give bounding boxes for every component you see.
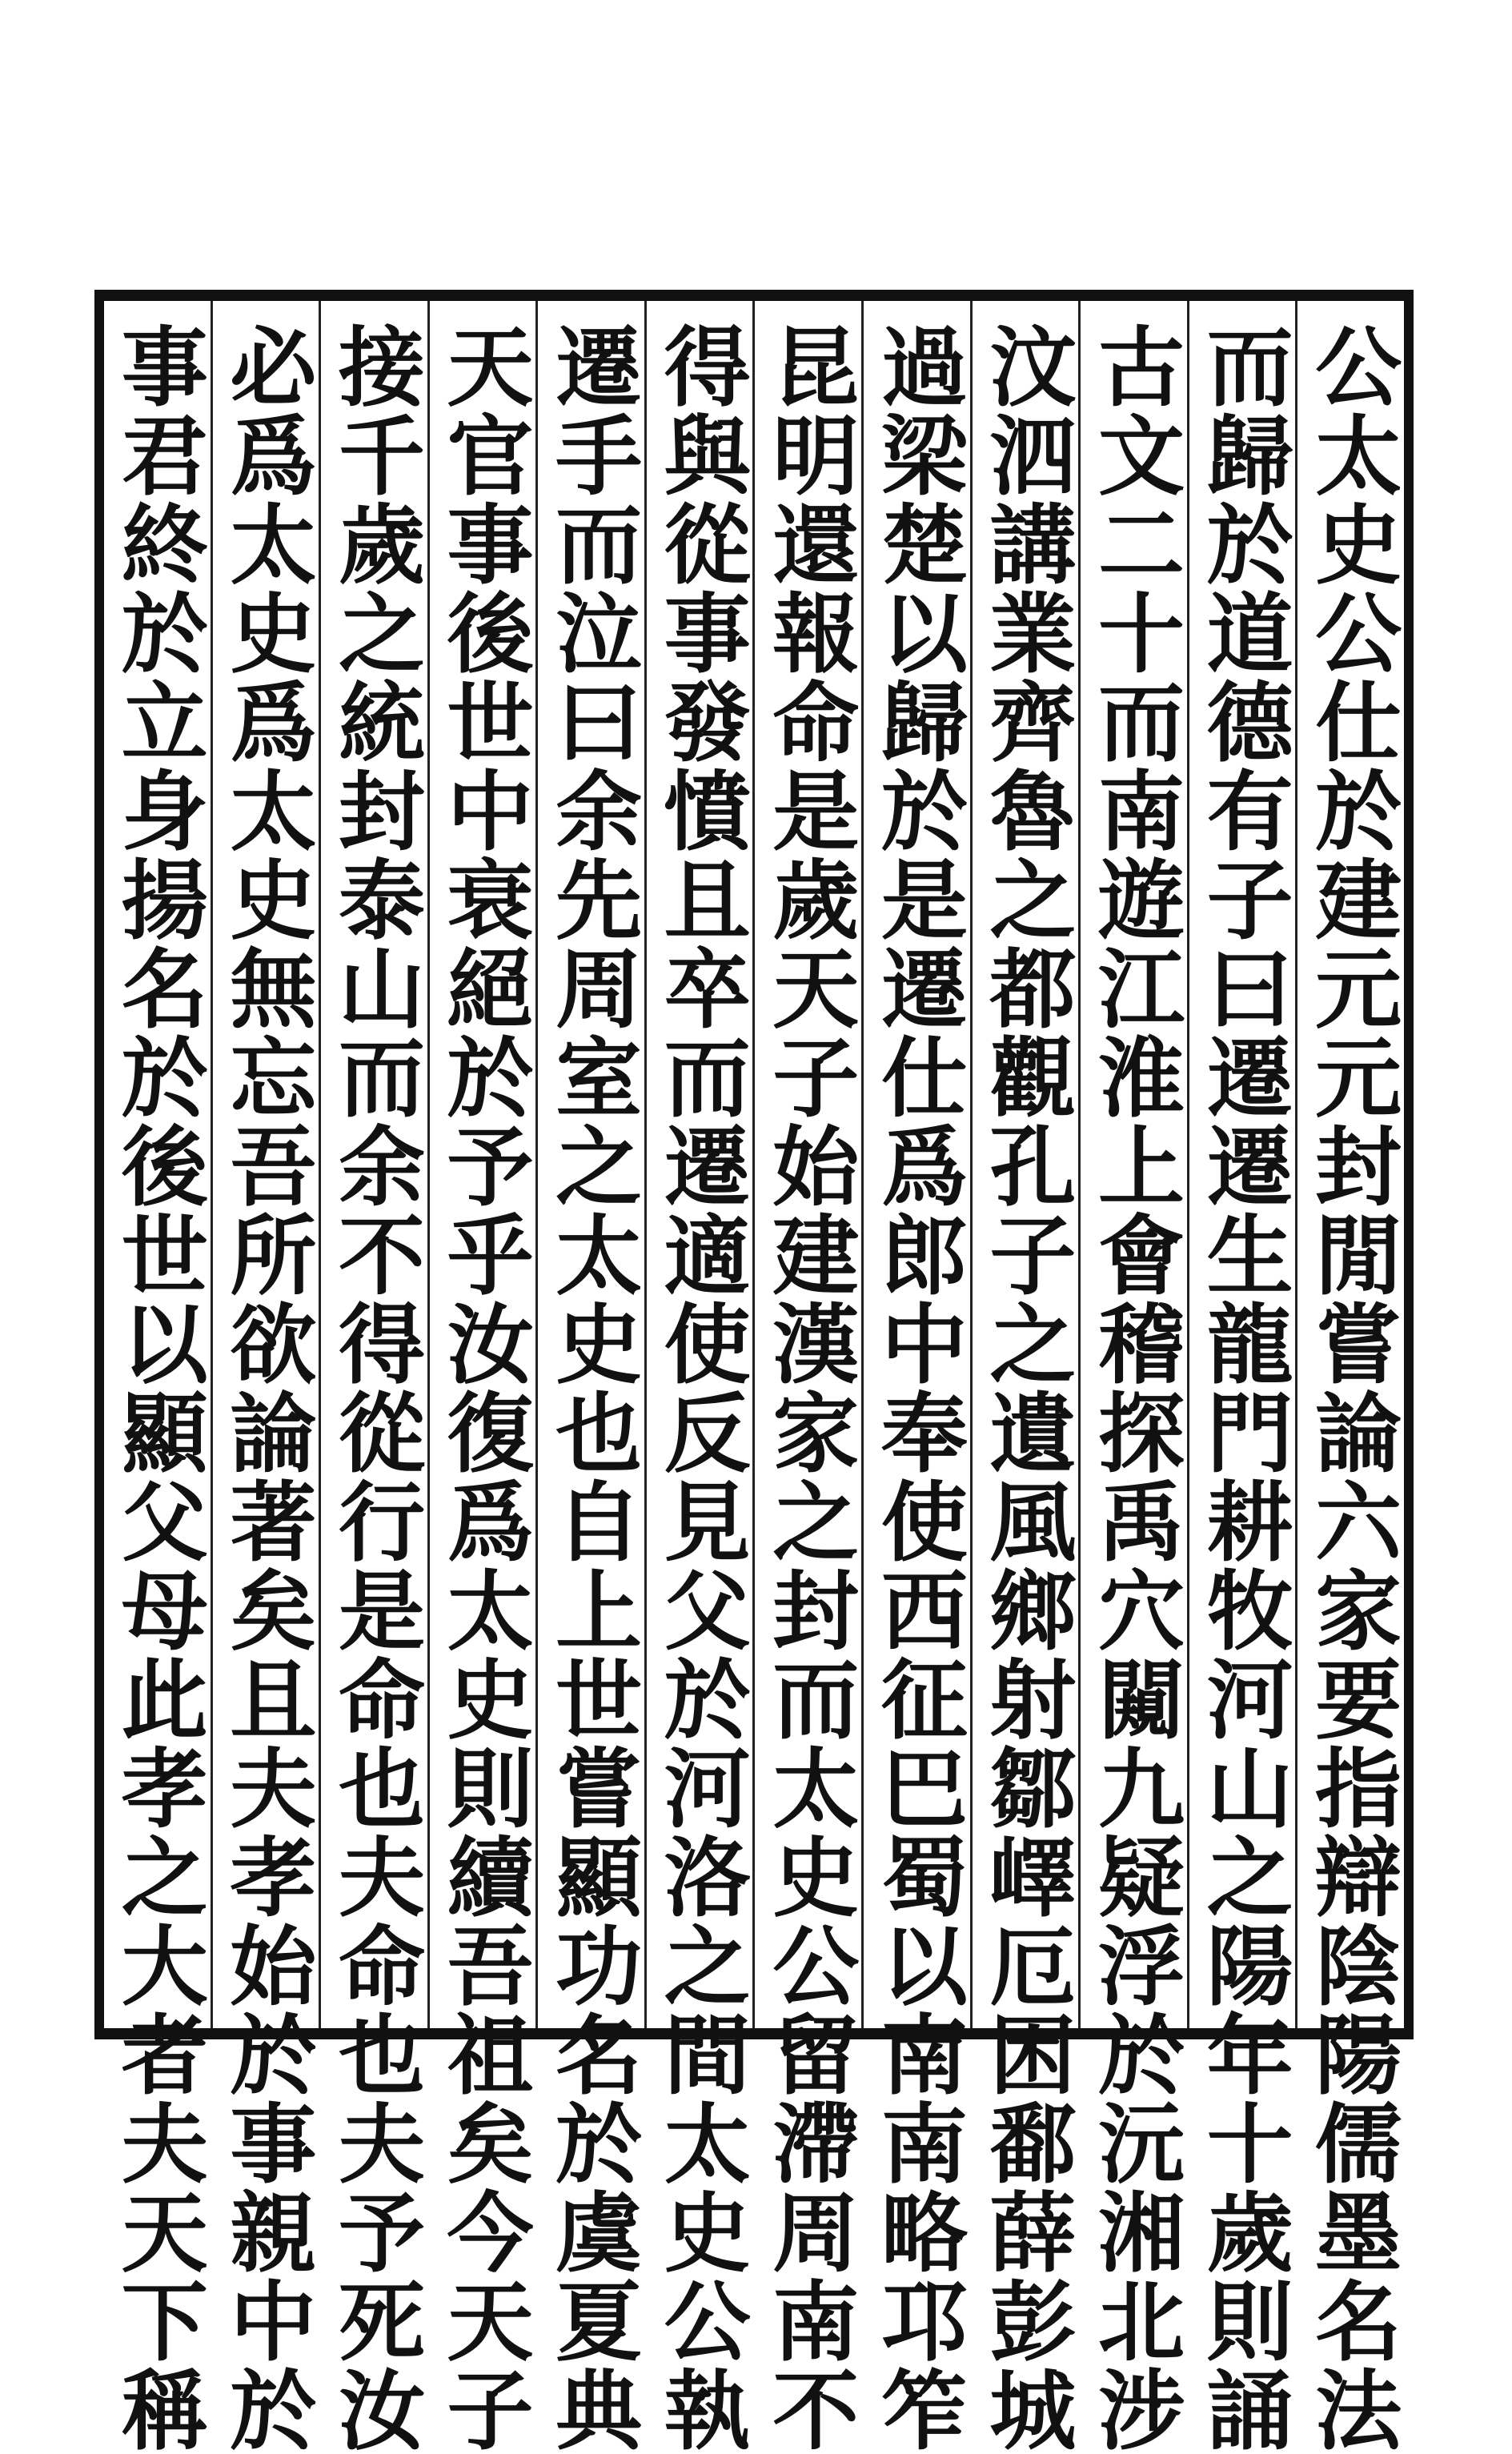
column-text: 必爲太史爲太史無忘吾所欲論著矣且夫孝始於事親中於 bbox=[215, 322, 316, 2454]
text-column-1 bbox=[1295, 301, 1404, 2454]
column-text: 天官事後世中衰絕於予乎汝復爲太史則續吾祖矣今天子 bbox=[432, 322, 534, 2454]
column-text: 事君終於立身揚名於後世以顯父母此孝之大者夫天下稱 bbox=[106, 322, 208, 2454]
column-text: 而歸於道德有子曰遷遷生龍門耕牧河山之陽年十歲則誦 bbox=[1192, 322, 1293, 2454]
text-column-4 bbox=[970, 301, 1079, 2454]
column-text: 汶泗講業齊魯之都觀孔子之遺風鄉射鄒嶧厄困鄱薛彭城 bbox=[974, 322, 1076, 2454]
column-text: 古文二十而南遊江淮上會稽探禹穴闚九疑浮於沅湘北涉 bbox=[1083, 322, 1185, 2454]
text-column-11 bbox=[211, 301, 319, 2454]
column-text: 昆明還報命是歲天子始建漢家之封而太史公留滯周南不 bbox=[757, 322, 859, 2454]
column-text: 公太史公仕於建元元封閒嘗論六家要指辯陰陽儒墨名法 bbox=[1300, 322, 1402, 2454]
text-column-9 bbox=[427, 301, 536, 2454]
column-text: 得與從事發憤且卒而遷適使反見父於河洛之間太史公執 bbox=[649, 322, 751, 2454]
text-column-5 bbox=[861, 301, 970, 2454]
text-column-6 bbox=[752, 301, 861, 2454]
column-text: 遷手而泣曰余先周室之太史也自上世嘗顯功名於虞夏典 bbox=[540, 322, 642, 2454]
text-column-2 bbox=[1187, 301, 1296, 2454]
text-column-10 bbox=[319, 301, 427, 2454]
column-text: 過梁楚以歸於是遷仕爲郎中奉使西征巴蜀以南南略邛笮 bbox=[866, 322, 968, 2454]
text-columns bbox=[104, 301, 1404, 2454]
text-column-3 bbox=[1078, 301, 1187, 2454]
text-column-7 bbox=[644, 301, 753, 2454]
text-column-8 bbox=[535, 301, 644, 2454]
column-text: 接千歲之統封泰山而余不得從行是命也夫命也夫予死汝 bbox=[323, 322, 425, 2454]
text-column-12 bbox=[104, 301, 211, 2454]
text-frame bbox=[94, 290, 1414, 2454]
